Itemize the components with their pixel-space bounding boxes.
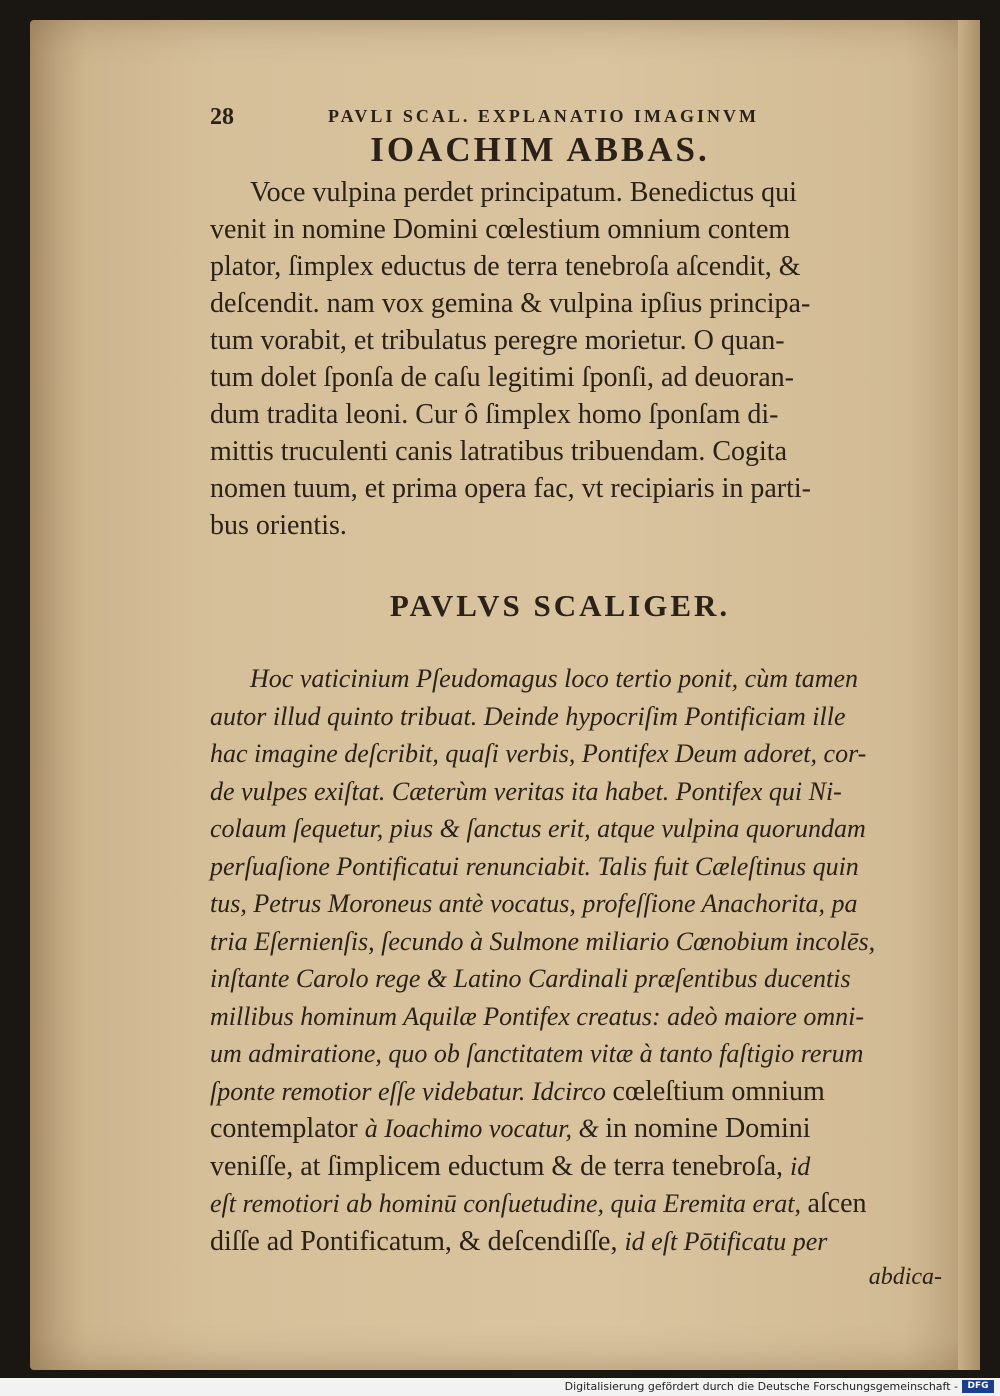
text-line: tum dolet ſponſa de caſu legitimi ſponſi, ad deuoran- xyxy=(210,362,794,393)
text-line: dum tradita leoni. Cur ô ſimplex homo ſponſam di- xyxy=(210,399,779,430)
text-line: colaum ſequetur, pius & ſanctus erit, atque vulpina quorundam xyxy=(210,814,866,843)
text-line: mittis truculenti canis latratibus tribuendam. Cogita xyxy=(210,436,787,467)
text-line: tus, Petrus Moroneus antè vocatus, profeſſione Anachorita, pa xyxy=(210,889,858,918)
text-line: perſuaſione Pontificatui renunciabit. Talis fuit Cæleſtinus quin xyxy=(210,851,859,881)
prophecy-text xyxy=(210,174,970,544)
running-title: PAVLI SCAL. EXPLANATIO IMAGINVM xyxy=(328,106,760,126)
running-head xyxy=(210,100,970,130)
text-line: hac imagine deſcribit, quaſi verbis, Pontifex Deum adoret, cor- xyxy=(210,739,867,768)
text-line: Hoc vaticinium Pſeudomagus loco tertio ponit, cùm tamen xyxy=(250,664,859,693)
text-line: inſtante Carolo rege & Latino Cardinali præſentibus ducentis xyxy=(210,964,851,993)
text-line xyxy=(210,1223,970,1261)
page-number: 28 xyxy=(210,104,234,130)
roman-run: aſcen xyxy=(807,1188,867,1219)
text-line: venit in nomine Domini cœlestium omnium contem xyxy=(210,214,791,245)
roman-run: contemplator xyxy=(210,1113,365,1144)
roman-run: veniſſe, at ſimplicem eductum & de terra tenebroſa, xyxy=(210,1150,791,1182)
roman-run: diſſe ad Pontificatum, & deſcendiſſe, xyxy=(210,1225,625,1257)
text-line: tria Eſernienſis, ſecundo à Sulmone miliario Cœnobium incolēs, xyxy=(210,926,876,956)
italic-run: id eſt Pōtificatu per xyxy=(624,1226,828,1256)
text-line: Voce vulpina perdet principatum. Benedictus qui xyxy=(250,177,797,208)
page-content xyxy=(210,100,970,1294)
roman-run: cœleſtium omnium xyxy=(612,1075,825,1107)
section-heading-scaliger: PAVLVS SCALIGER. xyxy=(389,588,731,623)
text-line xyxy=(210,1073,970,1111)
text-line: millibus hominum Aquilæ Pontifex creatus: adeò maiore omni- xyxy=(210,1001,865,1031)
commentary-text xyxy=(210,660,970,1294)
text-line: um admiratione, quo ob ſanctitatem vitæ à tanto faſtigio rerum xyxy=(210,1039,864,1068)
text-line xyxy=(210,1185,970,1223)
text-line: nomen tuum, et prima opera fac, vt recipiaris in parti- xyxy=(210,473,812,504)
italic-run: eſt remotiori ab hominū conſuetudine, quia Eremita erat, xyxy=(210,1189,808,1218)
text-line: plator, ſimplex eductus de terra tenebroſa aſcendit, & xyxy=(210,251,801,282)
text-line xyxy=(210,1110,970,1148)
italic-run: à Ioachimo vocatur, & xyxy=(364,1114,606,1143)
section-heading-ioachim: IOACHIM ABBAS. xyxy=(370,130,710,169)
italic-run: ſponte remotior eſſe videbatur. Idcirco xyxy=(210,1076,606,1106)
italic-run: id xyxy=(790,1151,811,1181)
digitization-footer xyxy=(0,1378,1000,1396)
text-line: autor illud quinto tribuat. Deinde hypocriſim Pontificiam ille xyxy=(210,701,846,731)
catchword: abdica- xyxy=(868,1264,942,1290)
text-line: deſcendit. nam vox gemina & vulpina ipſius principa- xyxy=(210,288,811,319)
book-page xyxy=(30,20,980,1370)
text-line xyxy=(210,1148,970,1186)
text-line: tum vorabit, et tribulatus peregre morietur. O quan- xyxy=(210,325,785,356)
dfg-logo-icon: DFG xyxy=(962,1380,994,1393)
text-line: bus orientis. xyxy=(210,510,347,541)
funding-notice: Digitalisierung gefördert durch die Deutsche Forschungsgemeinschaft - xyxy=(564,1380,958,1393)
roman-run: in nomine Domini xyxy=(605,1113,811,1144)
text-line: de vulpes exiſtat. Cæterùm veritas ita habet. Pontifex qui Ni- xyxy=(210,776,842,806)
